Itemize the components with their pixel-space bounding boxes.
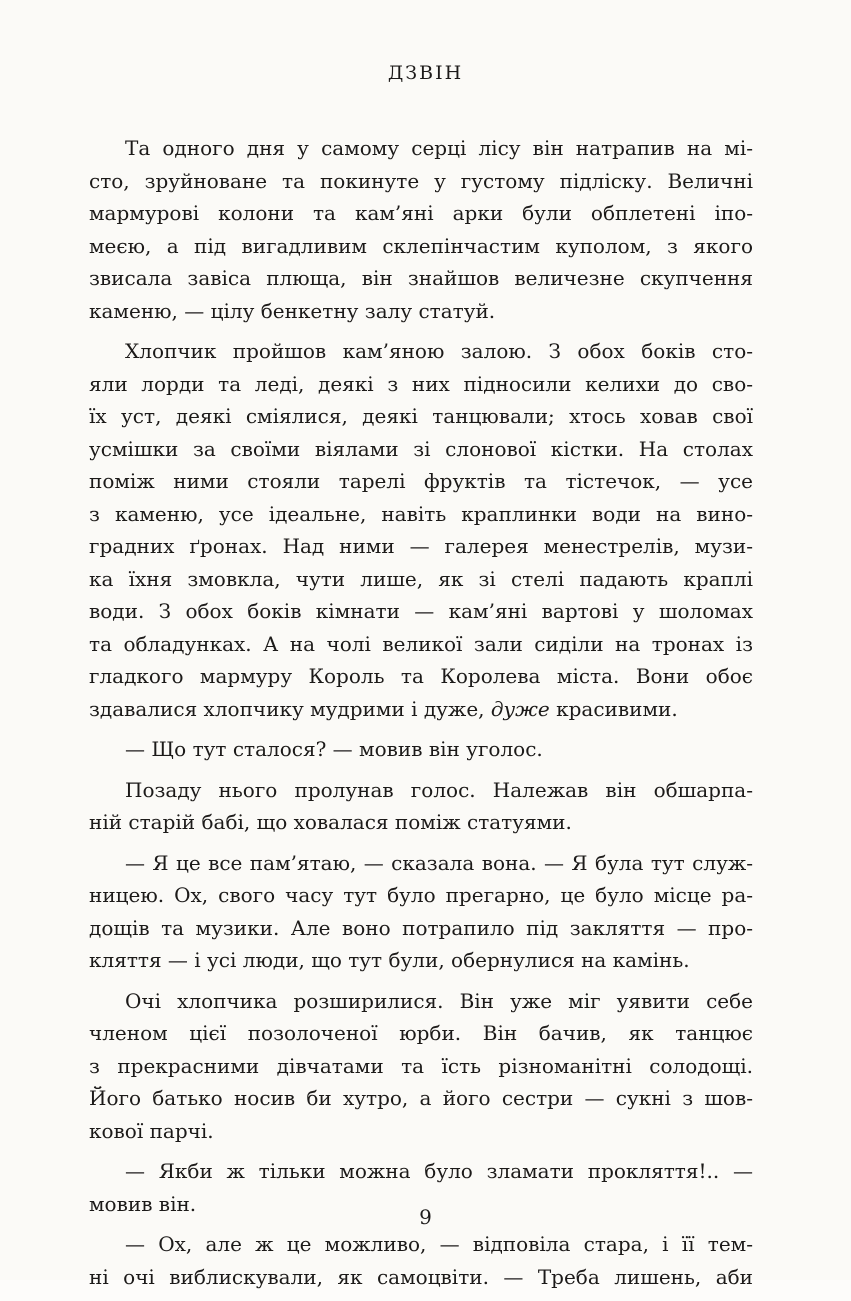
text-line: мармурові колони та кам’яні арки були обплетені іпо- [89, 201, 753, 225]
text-line: ницею. Ох, свого часу тут було прегарно, це було місце ра- [89, 883, 753, 907]
text-line: їх уст, деякі сміялися, деякі танцювали; хтось ховав свої [89, 404, 753, 428]
text-line: води. З обох боків кімнати — кам’яні вартові у шоломах [89, 599, 753, 623]
text-line: меєю, а під вигадливим склепінчастим куполом, з якого [89, 233, 753, 258]
paragraph [89, 847, 753, 977]
paragraph [89, 774, 753, 839]
text-segment: красивими. [549, 696, 678, 721]
text-line: — Що тут сталося? — мовив він уголос. [125, 737, 543, 761]
text-line: Очі хлопчика розширилися. Він уже міг уявити себе [125, 988, 753, 1013]
text-line: звисала завіса плюща, він знайшов величезне скупчення [89, 266, 753, 290]
paragraph [89, 1228, 753, 1293]
text-line: мовив він. [89, 1191, 197, 1216]
text-line: ні очі виблискували, як самоцвіти. — Треба лишень, аби [89, 1264, 753, 1289]
text-line: ній старій бабі, що ховалася поміж статуями. [89, 810, 572, 834]
text-line: кової парчі. [89, 1118, 214, 1143]
text-line: яли лорди та леді, деякі з них підносили келихи до сво- [89, 371, 753, 396]
text-segment: здавалися хлопчику мудрими і дуже, [89, 696, 491, 721]
paragraph [89, 335, 753, 725]
text-line: — Ох, але ж це можливо, — відповіла стара, і її тем- [125, 1232, 753, 1256]
emphasis-word: дуже [490, 696, 550, 721]
page-number: 9 [419, 1205, 432, 1229]
text-line: Позаду нього пролунав голос. Належав він обшарпа- [125, 777, 753, 802]
text-line: сто, зруйноване та покинуте у густому підліску. Величні [89, 168, 753, 193]
text-line: з каменю, усе ідеальне, навіть краплинки води на вино- [89, 501, 753, 526]
text-line: поміж ними стояли тарелі фруктів та тістечок, — усе [89, 469, 753, 493]
running-title: ДЗВІН [387, 62, 464, 84]
text-line: кляття — і усі люди, що тут були, обернулися на камінь. [89, 948, 690, 972]
text-line: Його батько носив би хутро, а його сестри — сукні з шов- [89, 1086, 753, 1110]
text-line: усмішки за своїми віялами зі слонової кістки. На столах [89, 436, 753, 461]
text-line: Та одного дня у самому серці лісу він натрапив на мі- [125, 136, 753, 160]
text-line: дощів та музики. Але воно потрапило під закляття — про- [89, 915, 753, 940]
text-line: каменю, — цілу бенкетну залу статуй. [89, 298, 496, 323]
text-line: градних ґронах. Над ними — галерея менестрелів, музи- [89, 534, 753, 558]
text-line: — Якби ж тільки можна було зламати прокляття!.. — [125, 1159, 753, 1183]
text-line: та обладунках. А на чолі великої зали сиділи на тронах із [89, 631, 753, 656]
text-line: членом цієї позолоченої юрби. Він бачив, як танцює [89, 1021, 753, 1045]
paragraph [89, 132, 753, 327]
paragraph [89, 985, 753, 1148]
text-line [89, 693, 753, 726]
text-line: — Я це все пам’ятаю, — сказала вона. — Я була тут служ- [125, 850, 753, 875]
text-line: ка їхня змовкла, чути лише, як зі стелі падають краплі [89, 566, 753, 591]
text-line: гладкого мармуру Король та Королева міста. Вони обоє [89, 664, 753, 688]
text-line: Хлопчик пройшов кам’яною залою. З обох боків сто- [125, 339, 753, 363]
body-text [89, 132, 753, 1301]
text-line: з прекрасними дівчатами та їсть різноманітні солодощі. [89, 1053, 753, 1078]
paragraph [89, 733, 753, 766]
